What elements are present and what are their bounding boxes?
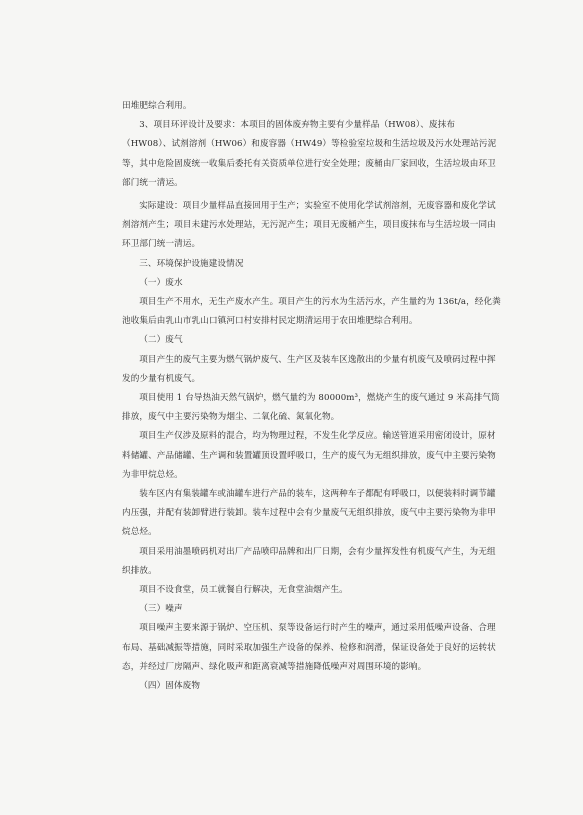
paragraph-continuation: 田堆肥综合利用。 bbox=[122, 101, 192, 111]
document-body bbox=[122, 97, 502, 696]
paragraph-boiler: 项目使用 1 台导热油天然气锅炉，燃气量约为 80000m³，燃烧产生的废气通过 9 米高排气筒排放，废气中主要污染物为烟尘、二氧化硫、氮氧化物。 bbox=[122, 393, 500, 423]
paragraph-inkjet-coding: 项目采用油墨喷码机对出厂产品喷印品牌和出厂日期，会有少量挥发性有机废气产生，为无组织排放。 bbox=[122, 546, 496, 576]
paragraph-production-process: 项目生产仅涉及原料的混合，均为物理过程，不发生化学反应。输送管道采用密闭设计，原材料储罐、产品储罐、生产调和装置罐顶设置呼吸口，生产的废气为无组织排放，废气中主要污染物为非甲烷总烃。 bbox=[122, 431, 496, 480]
paragraph-wastewater: 项目生产不用水，无生产废水产生。项目产生的污水为生活污水，产生量约为 136t/a，经化粪池收集后由乳山市乳山口镇河口村安排村民定期清运用于农田堆肥综合利用。 bbox=[122, 297, 501, 327]
subheading-noise: （三）噪声 bbox=[139, 604, 183, 615]
paragraph-eia-requirements: 3、项目环评设计及要求：本项目的固体废弃物主要有少量样品（HW08）、废抹布（HW08）、试剂溶剂（HW06）和废容器（HW49）等检验室垃圾和生活垃圾及污水处理站污泥等，其中危险固废统一收集后委托有关资质单位进行安全处理；废桶由厂家回收，生活垃圾由环卫部门统一清运。 bbox=[122, 120, 497, 188]
subheading-solid-waste: （四）固体废物 bbox=[139, 681, 201, 692]
paragraph-canteen: 项目不设食堂，员工就餐自行解决，无食堂油烟产生。 bbox=[139, 585, 348, 596]
subheading-wastewater: （一）废水 bbox=[139, 277, 183, 288]
paragraph-loading-area: 装车区内有集装罐车或油罐车进行产品的装车，这两种车子都配有呼吸口，以便装料时调节罐内压强，并配有装卸臂进行装卸。装车过程中会有少量废气无组织排放，废气中主要污染物为非甲烷总烃。 bbox=[122, 489, 496, 538]
paragraph-noise: 项目噪声主要来源于锅炉、空压机、泵等设备运行时产生的噪声，通过采用低噪声设备、合理布局、基础减振等措施，同时采取加强生产设备的保养、检修和润滑，保证设备处于良好的运转状态，并经过厂房隔声、绿化吸声和距离衰减等措施降低噪声对周围环境的影响。 bbox=[122, 623, 496, 672]
paragraph-exhaust-sources: 项目产生的废气主要为燃气锅炉废气、生产区及装车区逸散出的少量有机废气及喷码过程中挥发的少量有机废气。 bbox=[122, 354, 496, 384]
section-heading-environmental-facilities: 三、环境保护设施建设情况 bbox=[139, 258, 244, 269]
paragraph-actual-construction: 实际建设：项目少量样品直接回用于生产；实验室不使用化学试剂溶剂，无废容器和废化学试剂溶剂产生；项目未建污水处理站，无污泥产生；项目无废桶产生，项目废抹布与生活垃圾一同由环卫部门统一清运。 bbox=[122, 201, 496, 250]
subheading-exhaust-gas: （二）废气 bbox=[139, 335, 183, 346]
